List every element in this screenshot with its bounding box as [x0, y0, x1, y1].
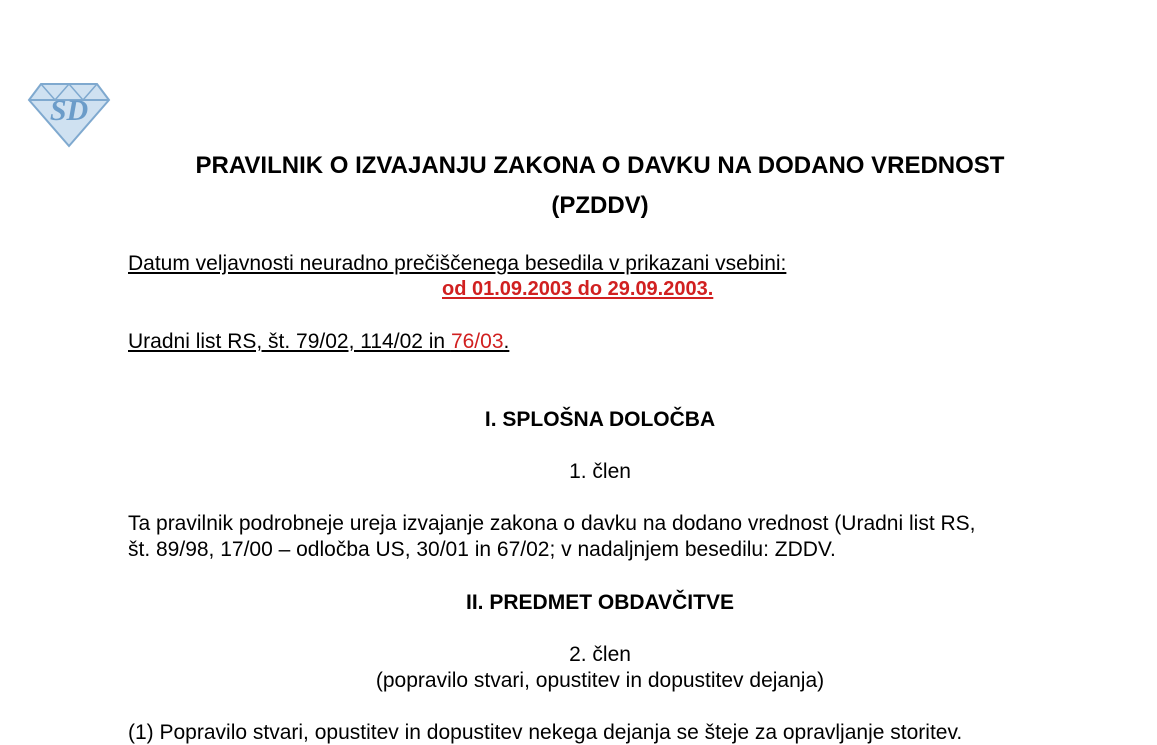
title-line-2: (PZDDV) — [551, 192, 649, 219]
article-1-text-line-1: Ta pravilnik podrobneje ureja izvajanje zakona o davku na dodano vrednost (Uradni list RS, — [128, 512, 976, 535]
svg-text:SD: SD — [49, 94, 89, 127]
article-2-paragraph-1: (1) Popravilo stvari, opustitev in dopustitev nekega dejanja se šteje za opravljanje storitev. — [128, 721, 963, 744]
title-line-1: PRAVILNIK O IZVAJANJU ZAKONA O DAVKU NA DODANO VREDNOST — [195, 152, 1005, 179]
article-1-text-line-2: št. 89/98, 17/00 – odločba US, 30/01 in 67/02; v nadaljnjem besedilu: ZDDV. — [128, 538, 836, 561]
validity-range: od 01.09.2003 do 29.09.2003. — [442, 278, 714, 300]
article-2-heading: 2. člen — [569, 643, 631, 666]
gazette-reference — [128, 330, 509, 354]
gazette-prefix: Uradni list RS, št. 79/02, 114/02 in — [128, 330, 451, 353]
logo-icon — [27, 78, 111, 150]
document-title — [100, 146, 1100, 226]
section-heading-2: II. PREDMET OBDAVČITVE — [466, 591, 734, 614]
article-1-heading: 1. člen — [569, 460, 631, 483]
gazette-link[interactable]: 76/03 — [450, 330, 504, 353]
validity-label: Datum veljavnosti neuradno prečiščenega besedila v prikazani vsebini: — [128, 252, 787, 275]
article-2-subtitle: (popravilo stvari, opustitev in dopustitev dejanja) — [375, 669, 825, 692]
gazette-suffix: . — [503, 330, 510, 353]
section-heading-1: I. SPLOŠNA DOLOČBA — [484, 408, 716, 431]
